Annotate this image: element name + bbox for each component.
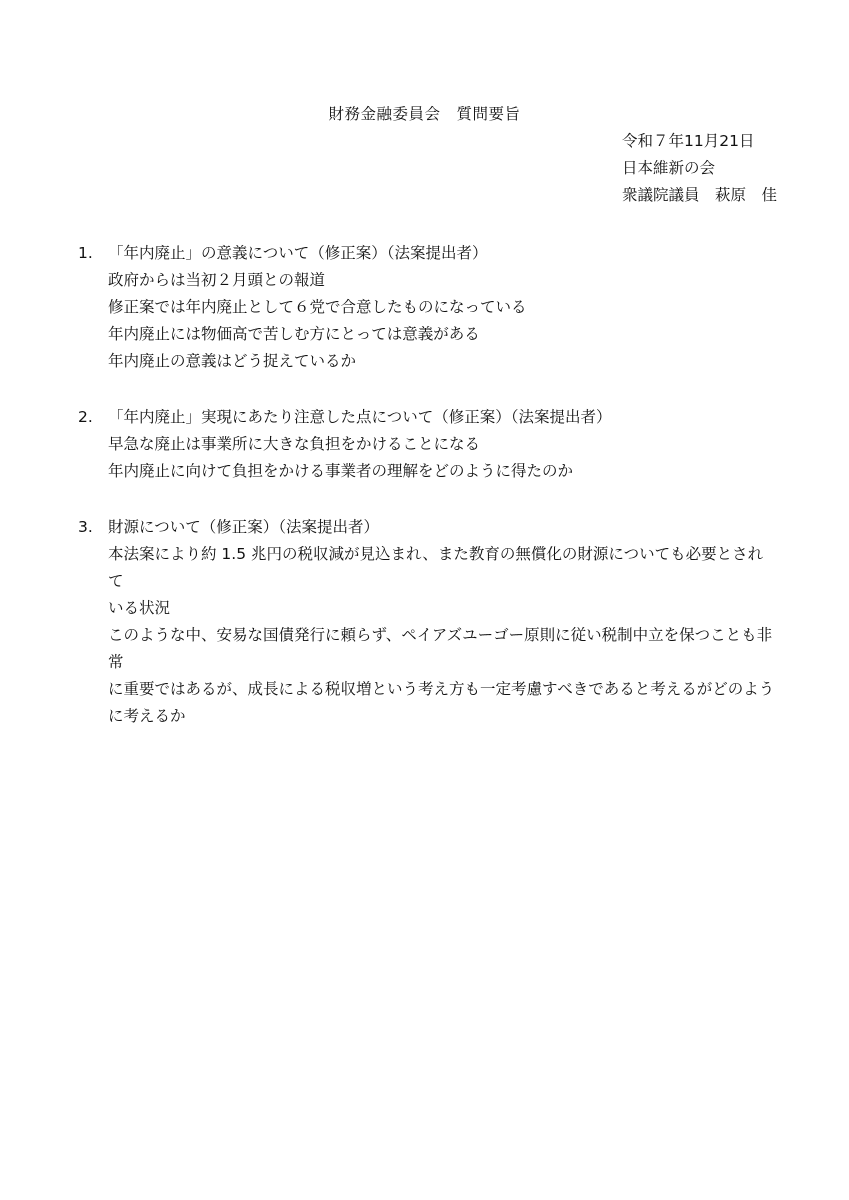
section-line: に考えるか (108, 707, 186, 725)
section-line: 修正案では年内廃止として６党で合意したものになっている (108, 298, 527, 316)
question-section-2 (78, 404, 778, 485)
section-body (108, 267, 778, 375)
section-title: 「年内廃止」の意義について（修正案）（法案提出者） (108, 244, 488, 262)
question-section-1 (78, 240, 778, 375)
section-line: に重要ではあるが、成長による税収増という考え方も一定考慮すべきであると考えるがどのよう (108, 680, 775, 698)
section-line: 年内廃止には物価高で苦しむ方にとっては意義がある (108, 325, 480, 343)
section-line: 早急な廃止は事業所に大きな負担をかけることになる (108, 435, 481, 453)
section-number: 2. (78, 408, 93, 426)
section-body (108, 541, 778, 730)
document-meta (622, 128, 777, 209)
document-title: 財務金融委員会 質問要旨 (328, 105, 521, 123)
question-section-3 (78, 514, 778, 730)
section-heading (78, 404, 778, 431)
member-name: 衆議院議員 萩原 佳 (622, 186, 778, 204)
party-name: 日本維新の会 (622, 159, 716, 177)
document-date: 令和７年11月21日 (622, 132, 755, 150)
section-number: 1. (78, 244, 93, 262)
section-line: いる状況 (108, 599, 171, 617)
section-line: このような中、安易な国債発行に頼らず、ペイアズユーゴー原則に従い税制中立を保つことも非常 (108, 626, 773, 671)
section-line: 年内廃止に向けて負担をかける事業者の理解をどのように得たのか (108, 462, 574, 480)
section-line: 年内廃止の意義はどう捉えているか (108, 352, 357, 370)
section-line: 本法案により約 1.5 兆円の税収減が見込まれ、また教育の無償化の財源についても必要とされて (108, 545, 764, 590)
section-heading (78, 514, 778, 541)
section-line: 政府からは当初２月頭との報道 (108, 271, 326, 289)
section-heading (78, 240, 778, 267)
section-title: 財源について（修正案）（法案提出者） (108, 518, 379, 536)
section-title: 「年内廃止」実現にあたり注意した点について（修正案）（法案提出者） (108, 408, 612, 426)
section-number: 3. (78, 518, 93, 536)
section-body (108, 431, 778, 485)
